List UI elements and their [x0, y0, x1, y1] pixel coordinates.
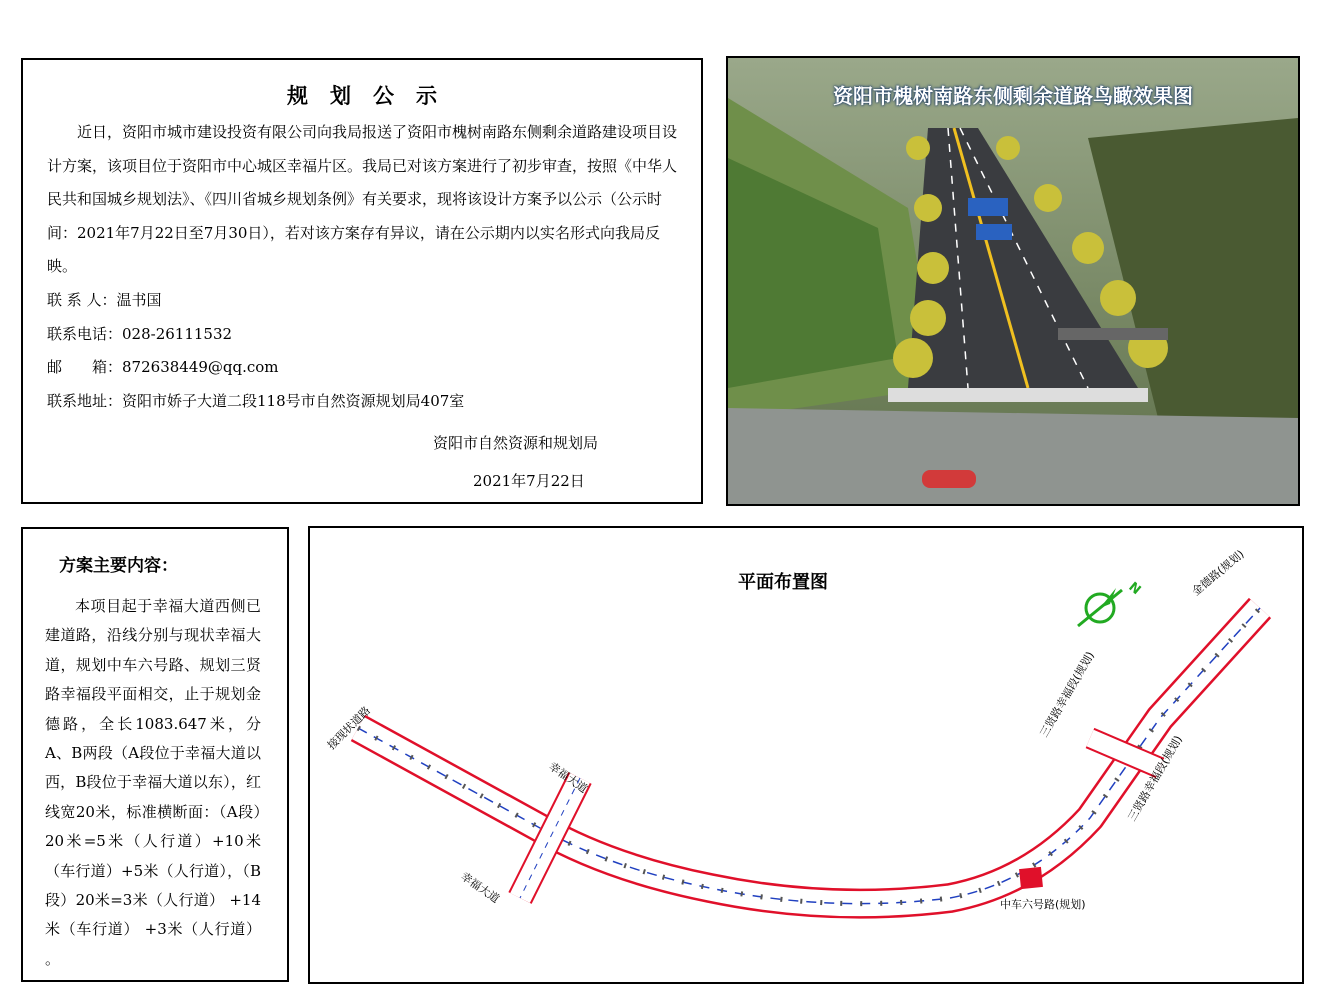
- contact-value: 温书国: [116, 290, 162, 309]
- scheme-content-panel: [21, 527, 289, 982]
- phone-line: [47, 318, 677, 352]
- address-line: [47, 385, 677, 419]
- plan-title: 平面布置图: [738, 572, 828, 593]
- label-jinde: 金德路(规划): [1189, 547, 1247, 599]
- aerial-rendering-image: [726, 56, 1300, 506]
- issuer: 资阳市自然资源和规划局: [433, 434, 599, 452]
- phone-value: 028-26111532: [122, 324, 233, 343]
- label-sanxian-bottom: 三贤路幸福段(规划): [1125, 733, 1185, 824]
- plan-layout-drawing: [310, 528, 1302, 982]
- contact-label: 联 系 人：: [47, 290, 117, 309]
- scheme-body: 本项目起于幸福大道西侧已建道路，沿线分别与现状幸福大道，规划中车六号路、规划三贤路幸福段平面相交，止于规划金德路，全长1083.647米，分A、B两段（A段位于幸福大道以西，B段位于幸福大道以东），红线宽20米，标准横断面：（A段）20米=5米（人行道）+10米（车行道）+5米（人行道），（B段）20米=3米（人行道） +14米（车行道） +3米（人行道） 。: [45, 597, 261, 968]
- phone-label: 联系电话：: [47, 324, 123, 343]
- notice-title: 规划公示: [287, 83, 459, 108]
- label-xingfu-bottom: 幸福大道: [458, 869, 502, 906]
- notice-body: 近日，资阳市城市建设投资有限公司向我局报送了资阳市槐树南路东侧剩余道路建设项目设计方案，该项目位于资阳市中心城区幸福片区。我局已对该方案进行了初步审查，按照《中华人民共和国城乡规划法》、《四川省城乡规划条例》有关要求，现将该设计方案予以公示（公示时间：2021年7月22日至7月30日），若对该方案存有异议，请在公示期内以实名形式向我局反映。: [47, 123, 678, 276]
- label-existing-road: 接现状道路: [324, 704, 374, 753]
- email-line: [47, 351, 677, 385]
- plan-layout-panel: [308, 526, 1304, 984]
- rendering-title: 资阳市槐树南路东侧剩余道路鸟瞰效果图: [833, 84, 1193, 108]
- scheme-heading: 方案主要内容：: [59, 556, 178, 576]
- label-zhongche: 中车六号路(规划): [1000, 898, 1086, 911]
- aerial-rendering-illustration: [728, 58, 1298, 504]
- planning-notice-panel: [21, 58, 703, 504]
- email-value: 872638449@qq.com: [122, 358, 279, 377]
- label-sanxian-top: 三贤路幸福段(规划): [1037, 649, 1097, 740]
- email-label: 邮 箱：: [47, 358, 123, 377]
- compass-icon: [1078, 580, 1143, 626]
- contact-line: [47, 284, 677, 318]
- address-value: 资阳市娇子大道二段118号市自然资源规划局407室: [122, 391, 465, 410]
- issue-date: 2021年7月22日: [473, 472, 585, 490]
- address-label: 联系地址：: [47, 391, 123, 410]
- compass-north-label: N: [1125, 579, 1144, 599]
- label-xingfu-top: 幸福大道: [546, 759, 590, 796]
